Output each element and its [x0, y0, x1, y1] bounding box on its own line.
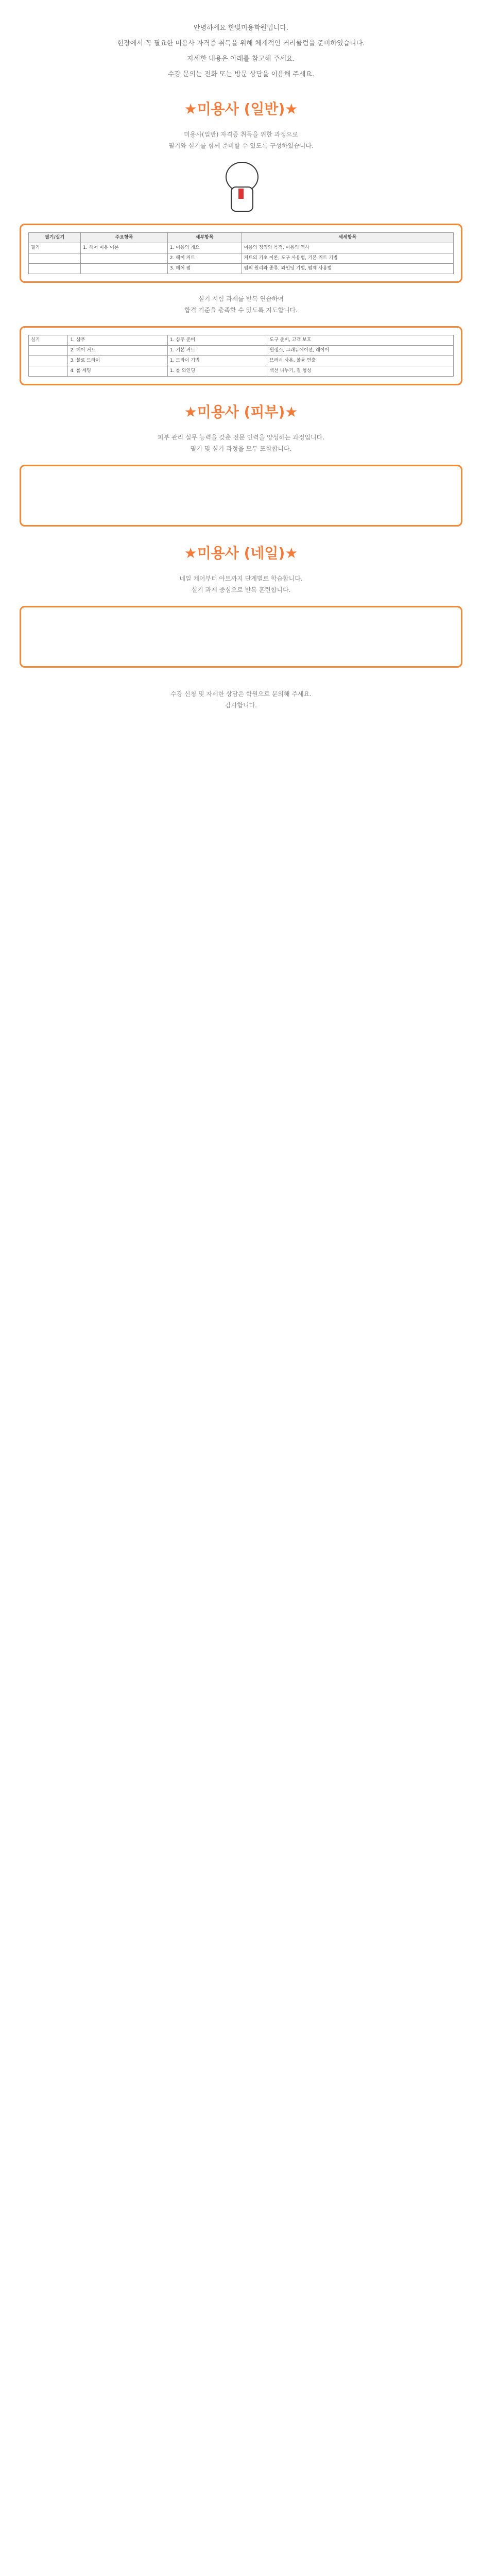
footer-line: 감사합니다.	[225, 702, 257, 709]
section-subtitle	[0, 129, 482, 151]
curriculum-table-box	[20, 224, 462, 283]
section-subtitle	[0, 573, 482, 596]
intro-line: 안녕하세요 한빛미용학원입니다.	[193, 24, 289, 32]
sub-line: 미용사(일반) 자격증 취득을 위한 과정으로	[184, 131, 298, 138]
table-row: 실기 1. 샴푸 1. 샴푸 준비 도구 준비, 고객 보호	[29, 335, 454, 346]
table-row: 3. 헤어 펌 펌의 원리와 종류, 와인딩 기법, 펌제 사용법	[29, 264, 454, 274]
section-title-nail: ★미용사 (네일)★	[184, 545, 298, 562]
sub-line: 피부 관리 실무 능력을 갖춘 전문 인력을 양성하는 과정입니다.	[157, 434, 325, 441]
col-header: 필기/실기	[29, 233, 81, 243]
col-header: 세부항목	[167, 233, 242, 243]
sub-line: 필기 및 실기 과정을 모두 포함합니다.	[190, 445, 292, 452]
practical-table	[28, 335, 454, 377]
sub-line: 네일 케어부터 아트까지 단계별로 학습합니다.	[179, 575, 303, 582]
nail-table-box	[20, 606, 462, 668]
skin-table-box	[20, 465, 462, 527]
table-row: 2. 헤어 커트 1. 기본 커트 원랭스, 그래듀에이션, 레이어	[29, 346, 454, 356]
table-row: 3. 블로 드라이 1. 드라이 기법 브러시 사용, 볼륨 연출	[29, 356, 454, 366]
col-header: 주요항목	[81, 233, 168, 243]
section-subtitle	[0, 432, 482, 454]
sub-line: 합격 기준을 충족할 수 있도록 지도합니다.	[184, 307, 298, 314]
section-subtitle	[0, 293, 482, 316]
sub-line: 필기와 실기를 함께 준비할 수 있도록 구성하였습니다.	[168, 142, 314, 149]
mascot-illustration	[218, 157, 264, 213]
footer-line: 수강 신청 및 자세한 상담은 학원으로 문의해 주세요.	[170, 690, 312, 698]
footer-text	[0, 688, 482, 711]
table-row: 4. 롤 세팅 1. 롤 와인딩 섹션 나누기, 컬 형성	[29, 366, 454, 377]
section-title-general: ★미용사 (일반)★	[184, 100, 298, 117]
sub-line: 실기 과제 중심으로 반복 훈련합니다.	[191, 586, 291, 594]
intro-text	[0, 0, 482, 82]
table-row: 필기 1. 헤어 미용 이론 1. 미용의 개요 미용의 정의와 목적, 미용의 역사	[29, 243, 454, 253]
col-header: 세세항목	[242, 233, 454, 243]
section-title-skin: ★미용사 (피부)★	[184, 403, 298, 420]
sub-line: 실기 시험 과제를 반복 연습하여	[198, 295, 284, 302]
curriculum-table	[28, 232, 454, 274]
intro-line: 수강 문의는 전화 또는 방문 상담을 이용해 주세요.	[167, 71, 315, 78]
intro-line: 현장에서 꼭 필요한 미용사 자격증 취득을 위해 체계적인 커리큘럼을 준비하였습니다.	[117, 40, 365, 47]
table-row: 2. 헤어 커트 커트의 기초 이론, 도구 사용법, 기본 커트 기법	[29, 253, 454, 264]
practical-table-box	[20, 326, 462, 385]
intro-line: 자세한 내용은 아래를 참고해 주세요.	[187, 55, 295, 63]
